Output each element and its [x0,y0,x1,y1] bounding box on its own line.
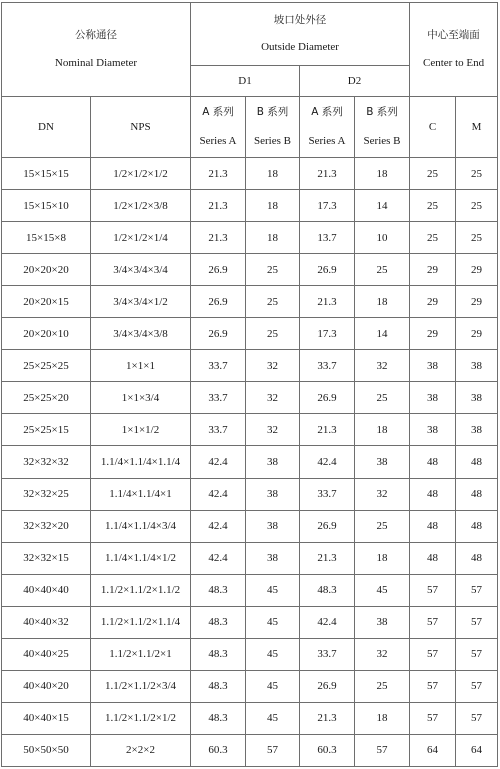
center-to-end-m-cell: 57 [456,638,498,670]
center-to-end-m-cell: 29 [456,318,498,350]
d1-series-b-cell: 25 [246,318,300,350]
dn-cell: 15×15×10 [2,190,91,222]
d1-series-a-cell: 21.3 [191,190,246,222]
center-to-end-m-cell: 48 [456,510,498,542]
d1-series-a-cell: 26.9 [191,318,246,350]
nps-cell: 1.1/4×1.1/4×1 [91,478,191,510]
d1-series-a-cell: 33.7 [191,414,246,446]
dn-cell: 32×32×20 [2,510,91,542]
d2-series-b-cell: 18 [355,542,410,574]
d2-series-a-en: Series A [308,134,346,147]
center-to-end-c-cell: 38 [410,414,456,446]
d1-series-b-cell: 18 [246,222,300,254]
d1-series-a-cell: 21.3 [191,158,246,190]
d1-series-a-cell: 26.9 [191,254,246,286]
dn-cell: 40×40×25 [2,638,91,670]
d2-series-a-cell: 48.3 [300,574,355,606]
d2-series-b-cell: 57 [355,734,410,766]
d2-series-a-cell: 33.7 [300,638,355,670]
table-row [2,190,498,222]
d2-series-b-cell: 45 [355,574,410,606]
table-row [2,638,498,670]
d1-series-a-en: Series A [199,134,237,147]
d2-series-b-cell: 18 [355,414,410,446]
d2-series-a-cell: 21.3 [300,414,355,446]
nps-cell: 3/4×3/4×3/4 [91,254,191,286]
d2-series-a-cell: 42.4 [300,606,355,638]
d1-series-a-cell: 33.7 [191,350,246,382]
d2-series-b-cell: 38 [355,606,410,638]
dn-cell: 32×32×32 [2,446,91,478]
d1-series-a-cell: 42.4 [191,446,246,478]
d1-series-b-cell: 45 [246,670,300,702]
dn-cell: 50×50×50 [2,734,91,766]
d2-series-b-cell: 25 [355,382,410,414]
center-to-end-cn: 中心至端面 [427,29,480,42]
d2-series-b-cell: 18 [355,158,410,190]
d1-series-b-cell: 57 [246,734,300,766]
d2-series-a-cell: 42.4 [300,446,355,478]
d2-series-b-en: Series B [363,134,401,147]
d2-series-a-cell: 60.3 [300,734,355,766]
d1-series-a-cell: 33.7 [191,382,246,414]
table-row [2,510,498,542]
d1-series-b-cell: 32 [246,350,300,382]
dn-cell: 40×40×15 [2,702,91,734]
d1-series-a-cell: 60.3 [191,734,246,766]
nps-cell: 1/2×1/2×1/4 [91,222,191,254]
d2-series-b-cell: 25 [355,670,410,702]
nps-cell: 1.1/2×1.1/2×1/2 [91,702,191,734]
dn-cell: 20×20×20 [2,254,91,286]
table-row [2,542,498,574]
center-to-end-m-cell: 57 [456,574,498,606]
center-to-end-m-cell: 38 [456,414,498,446]
table-row [2,606,498,638]
d2-series-a-cell: 21.3 [300,542,355,574]
dn-cell: 32×32×25 [2,478,91,510]
d1-series-b-cell: 38 [246,446,300,478]
nps-cell: 1.1/2×1.1/2×1.1/2 [91,574,191,606]
d2-series-b-cell: 18 [355,286,410,318]
d1-series-a-header [191,97,246,158]
d1-series-b-cell: 25 [246,286,300,318]
center-to-end-c-cell: 57 [410,702,456,734]
d2-series-a-cell: 21.3 [300,158,355,190]
table-row [2,254,498,286]
d2-series-a-cn: A 系列 [311,106,343,119]
center-to-end-c-cell: 29 [410,254,456,286]
center-to-end-m-cell: 29 [456,286,498,318]
d2-series-a-cell: 26.9 [300,510,355,542]
center-to-end-c-cell: 25 [410,190,456,222]
nominal-diameter-cn: 公称通径 [75,29,117,42]
nps-cell: 1/2×1/2×1/2 [91,158,191,190]
dn-cell: 40×40×40 [2,574,91,606]
d2-series-a-cell: 21.3 [300,702,355,734]
d1-series-a-cell: 26.9 [191,286,246,318]
center-to-end-c-cell: 29 [410,318,456,350]
nps-cell: 1.1/4×1.1/4×1/2 [91,542,191,574]
d2-series-b-cell: 10 [355,222,410,254]
table-row [2,670,498,702]
center-to-end-c-cell: 38 [410,382,456,414]
nps-cell: 2×2×2 [91,734,191,766]
d1-series-b-cell: 32 [246,414,300,446]
m-header: M [456,97,498,158]
dn-cell: 32×32×15 [2,542,91,574]
d1-series-b-en: Series B [254,134,291,147]
d1-series-a-cell: 21.3 [191,222,246,254]
d1-series-b-cell: 38 [246,510,300,542]
d2-series-b-header [355,97,410,158]
nps-cell: 3/4×3/4×3/8 [91,318,191,350]
dn-cell: 40×40×20 [2,670,91,702]
nps-cell: 1.1/4×1.1/4×3/4 [91,510,191,542]
nps-cell: 1.1/2×1.1/2×1 [91,638,191,670]
d1-series-b-cell: 25 [246,254,300,286]
d1-series-a-cell: 48.3 [191,574,246,606]
outside-diameter-en: Outside Diameter [261,41,339,54]
dn-cell: 25×25×20 [2,382,91,414]
nps-cell: 3/4×3/4×1/2 [91,286,191,318]
d2-series-a-cell: 26.9 [300,254,355,286]
dn-cell: 25×25×15 [2,414,91,446]
center-to-end-c-cell: 48 [410,478,456,510]
table-row [2,158,498,190]
d2-series-a-cell: 13.7 [300,222,355,254]
center-to-end-c-cell: 48 [410,446,456,478]
table-row [2,478,498,510]
center-to-end-m-cell: 48 [456,446,498,478]
d2-series-a-header [300,97,355,158]
center-to-end-c-cell: 48 [410,542,456,574]
d2-series-a-cell: 26.9 [300,382,355,414]
d1-series-a-cell: 48.3 [191,702,246,734]
d2-series-a-cell: 26.9 [300,670,355,702]
nps-cell: 1×1×3/4 [91,382,191,414]
nps-cell: 1.1/4×1.1/4×1.1/4 [91,446,191,478]
center-to-end-m-cell: 25 [456,158,498,190]
d2-series-b-cell: 32 [355,478,410,510]
center-to-end-m-cell: 25 [456,190,498,222]
d2-series-b-cell: 14 [355,190,410,222]
d2-series-a-cell: 33.7 [300,478,355,510]
d2-series-a-cell: 17.3 [300,318,355,350]
d1-series-b-cell: 18 [246,190,300,222]
nps-header: NPS [91,97,191,158]
dn-header: DN [2,97,91,158]
d1-series-b-cell: 45 [246,606,300,638]
table-row [2,574,498,606]
center-to-end-m-cell: 38 [456,350,498,382]
d1-series-b-cell: 18 [246,158,300,190]
nominal-diameter-header [2,3,191,97]
d2-series-b-cell: 38 [355,446,410,478]
center-to-end-c-cell: 29 [410,286,456,318]
center-to-end-m-cell: 29 [456,254,498,286]
d1-series-a-cell: 48.3 [191,606,246,638]
center-to-end-header [410,3,498,97]
nps-cell: 1/2×1/2×3/8 [91,190,191,222]
d1-series-b-cell: 38 [246,542,300,574]
d2-header: D2 [300,66,410,97]
center-to-end-c-cell: 64 [410,734,456,766]
table-row [2,382,498,414]
nps-cell: 1.1/2×1.1/2×3/4 [91,670,191,702]
reducing-tee-dimension-table [1,2,498,767]
d1-series-b-header [246,97,300,158]
center-to-end-m-cell: 57 [456,670,498,702]
table-row [2,318,498,350]
d1-series-a-cell: 48.3 [191,638,246,670]
outside-diameter-header [191,3,410,66]
table-row [2,286,498,318]
d1-header: D1 [191,66,300,97]
table-row [2,414,498,446]
d2-series-b-cell: 25 [355,510,410,542]
center-to-end-m-cell: 48 [456,478,498,510]
dn-cell: 15×15×15 [2,158,91,190]
d2-series-b-cell: 14 [355,318,410,350]
d1-series-b-cell: 45 [246,638,300,670]
d1-series-a-cell: 42.4 [191,542,246,574]
dn-cell: 15×15×8 [2,222,91,254]
table-row [2,702,498,734]
center-to-end-m-cell: 64 [456,734,498,766]
d2-series-a-cell: 21.3 [300,286,355,318]
center-to-end-m-cell: 48 [456,542,498,574]
d2-series-a-cell: 17.3 [300,190,355,222]
table-row [2,222,498,254]
center-to-end-c-cell: 38 [410,350,456,382]
nominal-diameter-en: Nominal Diameter [54,56,138,69]
center-to-end-m-cell: 25 [456,222,498,254]
d1-series-a-cell: 42.4 [191,510,246,542]
d2-series-b-cell: 32 [355,350,410,382]
table-row [2,350,498,382]
center-to-end-c-cell: 25 [410,158,456,190]
d2-series-b-cell: 32 [355,638,410,670]
dn-cell: 40×40×32 [2,606,91,638]
d2-series-b-cell: 25 [355,254,410,286]
d1-series-b-cell: 45 [246,574,300,606]
outside-diameter-cn: 坡口处外径 [273,13,327,26]
d2-series-b-cell: 18 [355,702,410,734]
center-to-end-m-cell: 57 [456,606,498,638]
d2-series-a-cell: 33.7 [300,350,355,382]
d1-series-b-cell: 45 [246,702,300,734]
d1-series-b-cn: B 系列 [256,106,289,119]
dn-cell: 20×20×10 [2,318,91,350]
center-to-end-c-cell: 57 [410,574,456,606]
d1-series-a-cell: 42.4 [191,478,246,510]
nps-cell: 1×1×1 [91,350,191,382]
table-row [2,446,498,478]
d1-series-a-cn: A 系列 [202,106,234,119]
dn-cell: 25×25×25 [2,350,91,382]
center-to-end-c-cell: 57 [410,638,456,670]
d1-series-b-cell: 38 [246,478,300,510]
center-to-end-m-cell: 57 [456,702,498,734]
center-to-end-en: Center to End [423,56,485,69]
nps-cell: 1.1/2×1.1/2×1.1/4 [91,606,191,638]
d1-series-b-cell: 32 [246,382,300,414]
center-to-end-m-cell: 38 [456,382,498,414]
center-to-end-c-cell: 48 [410,510,456,542]
dn-cell: 20×20×15 [2,286,91,318]
center-to-end-c-cell: 57 [410,670,456,702]
c-header: C [410,97,456,158]
nps-cell: 1×1×1/2 [91,414,191,446]
d2-series-b-cn: B 系列 [366,106,398,119]
center-to-end-c-cell: 25 [410,222,456,254]
table-row [2,734,498,766]
d1-series-a-cell: 48.3 [191,670,246,702]
center-to-end-c-cell: 57 [410,606,456,638]
